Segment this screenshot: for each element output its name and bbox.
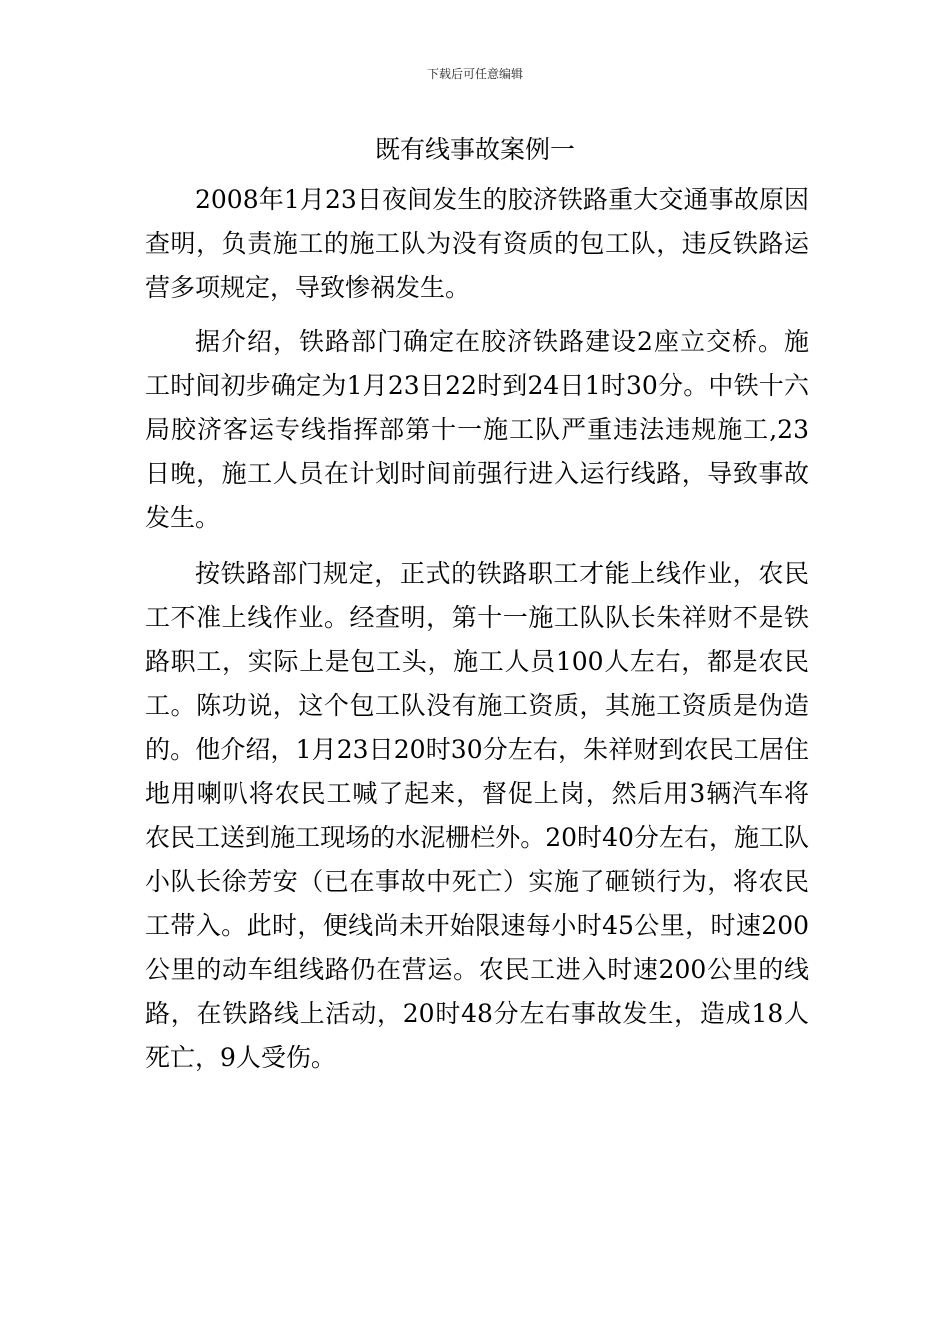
paragraph-1: 2008年1月23日夜间发生的胶济铁路重大交通事故原因查明，负责施工的施工队为没有资质的包工队，违反铁路运营多项规定，导致惨祸发生。 [145, 185, 809, 302]
header-note: 下载后可任意编辑 [426, 67, 523, 81]
document-body [145, 178, 809, 1080]
paragraph-3: 按铁路部门规定，正式的铁路职工才能上线作业，农民工不准上线作业。经查明，第十一施工队队长朱祥财不是铁路职工，实际上是包工头，施工人员100人左右，都是农民工。陈功说，这个包工队没有施工资质，其施工资质是伪造的。他介绍，1月23日20时30分左右，朱祥财到农民工居住地用喇叭将农民工喊了起来，督促上岗，然后用3辆汽车将农民工送到施工现场的水泥栅栏外。20时40分左右，施工队小队长徐芳安（已在事故中死亡）实施了砸锁行为，将农民工带入。此时，便线尚未开始限速每小时45公里，时速200公里的动车组线路仍在营运。农民工进入时速200公里的线路，在铁路线上活动，20时48分左右事故发生，造成18人死亡，9人受伤。 [145, 559, 809, 1072]
document-title: 既有线事故案例一 [374, 135, 575, 164]
paragraph-2: 据介绍，铁路部门确定在胶济铁路建设2座立交桥。施工时间初步确定为1月23日22时到24日1时30分。中铁十六局胶济客运专线指挥部第十一施工队严重违法违规施工,23日晚，施工人员在计划时间前强行进入运行线路，导致事故发生。 [145, 327, 809, 532]
